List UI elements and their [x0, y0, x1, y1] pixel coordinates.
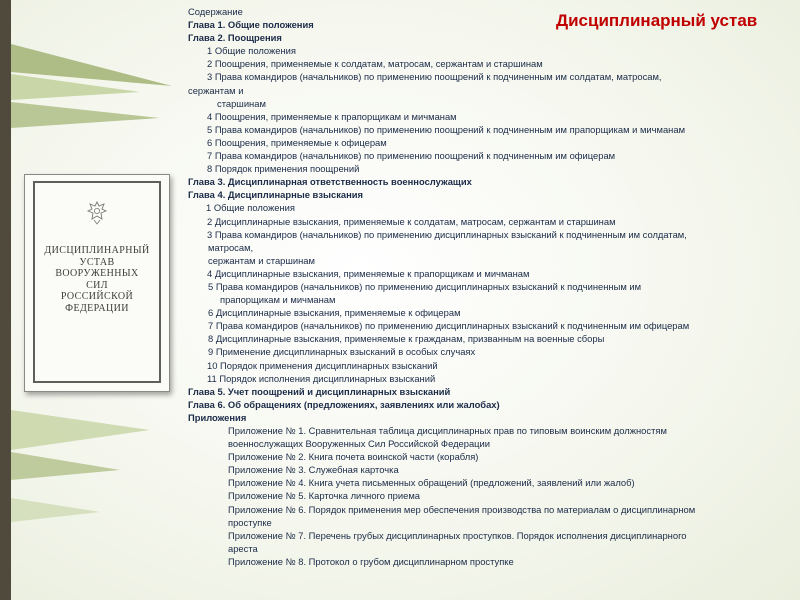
- toc-item: 7 Права командиров (начальников) по применению поощрений к подчиненным им офицерам: [207, 150, 616, 162]
- toc-item: 6 Поощрения, применяемые к офицерам: [207, 136, 387, 148]
- book-title-line: СИЛ: [86, 279, 108, 291]
- toc-chapter-2: Глава 2. Поощрения: [188, 32, 282, 44]
- toc-chapter-1: Глава 1. Общие положения: [188, 19, 314, 31]
- toc-item: 1 Общие положения: [206, 202, 295, 214]
- toc-appendix-item: военнослужащих Вооруженных Сил Российской Федерации: [228, 438, 491, 450]
- toc-item: 10 Порядок применения дисциплинарных взысканий: [207, 359, 438, 371]
- toc-appendix-item: Приложение № 3. Служебная карточка: [228, 464, 399, 476]
- toc-item: 8 Порядок применения поощрений: [207, 163, 360, 175]
- toc-appendices-heading: Приложения: [188, 411, 247, 423]
- book-title-line: ВООРУЖЕННЫХ: [55, 268, 139, 279]
- toc-appendix-item: проступке: [228, 516, 272, 528]
- toc-item: 1 Общие положения: [207, 45, 296, 57]
- toc-item: 4 Дисциплинарные взыскания, применяемые к прапорщикам и мичманам: [207, 267, 530, 279]
- toc-item: 2 Дисциплинарные взыскания, применяемые к солдатам, матросам, сержантам и старшинам: [207, 215, 616, 227]
- toc-appendix-item: Приложение № 1. Сравнительная таблица дисциплинарных прав по типовым воинским должностям: [228, 425, 667, 436]
- book-title-line: ФЕДЕРАЦИИ: [65, 302, 129, 314]
- toc-item: 9 Применение дисциплинарных взысканий в особых случаях: [208, 346, 476, 358]
- toc-item: 7 Права командиров (начальников) по применению дисциплинарных взысканий к подчиненным им офицерам: [208, 320, 690, 332]
- toc-chapter-4: Глава 4. Дисциплинарные взыскания: [188, 189, 363, 201]
- toc-appendix-item: ареста: [228, 542, 258, 554]
- toc-item: матросам,: [208, 241, 254, 253]
- book-title-line: УСТАВ: [79, 256, 115, 268]
- toc-appendix-item: Приложение № 7. Перечень грубых дисциплинарных проступков. Порядок исполнения дисциплинарного: [228, 529, 687, 541]
- toc-item: 3 Права командиров (начальников) по применению дисциплинарных взысканий к подчиненным им солдатам,: [207, 228, 687, 240]
- toc-item: 4 Поощрения, применяемые к прапорщикам и мичманам: [207, 110, 457, 122]
- toc-item: 2 Поощрения, применяемые к солдатам, матросам, сержантам и старшинам: [207, 58, 543, 70]
- toc-appendix-item: Приложение № 5. Карточка личного приема: [228, 490, 420, 502]
- toc-item: 8 Дисциплинарные взыскания, применяемые к гражданам, призванным на военные сборы: [208, 333, 605, 345]
- toc-heading: Содержание: [188, 6, 243, 17]
- regulation-book-cover: [24, 174, 170, 392]
- toc-item: 6 Дисциплинарные взыскания, применяемые к офицерам: [208, 307, 461, 319]
- book-title-line: РОССИЙСКОЙ: [60, 291, 134, 302]
- table-of-contents: [188, 5, 788, 568]
- toc-appendix-item: Приложение № 2. Книга почета воинской части (корабля): [228, 451, 479, 463]
- slide-title: Дисциплинарный устав: [556, 11, 758, 30]
- toc-chapter-5: Глава 5. Учет поощрений и дисциплинарных взысканий: [188, 385, 451, 397]
- coat-of-arms-icon: [86, 200, 108, 226]
- toc-item: прапорщикам и мичманам: [220, 294, 336, 306]
- toc-item: 11 Порядок исполнения дисциплинарных взысканий: [207, 372, 436, 384]
- book-title-line: ДИСЦИПЛИНАРНЫЙ: [44, 245, 150, 256]
- toc-appendix-item: Приложение № 4. Книга учета письменных обращений (предложений, заявлений или жалоб): [228, 477, 635, 489]
- toc-item: 5 Права командиров (начальников) по применению дисциплинарных взысканий к подчиненным им: [208, 280, 642, 292]
- toc-item: 3 Права командиров (начальников) по применению поощрений к подчиненным им солдатам, матросам,: [207, 71, 662, 83]
- book-cover-title: [35, 245, 159, 314]
- toc-item: сержантам и: [188, 84, 244, 96]
- toc-chapter-3: Глава 3. Дисциплинарная ответственность военнослужащих: [188, 176, 472, 188]
- toc-chapter-6: Глава 6. Об обращениях (предложениях, заявлениях или жалобах): [188, 398, 500, 410]
- toc-appendix-item: Приложение № 8. Протокол о грубом дисциплинарном проступке: [228, 555, 514, 567]
- toc-appendix-item: Приложение № 6. Порядок применения мер обеспечения производства по материалам о дисциплинарном: [228, 503, 696, 515]
- book-cover-frame: [33, 181, 161, 383]
- toc-item: старшинам: [217, 97, 266, 109]
- toc-item: сержантам и старшинам: [208, 254, 315, 266]
- toc-item: 5 Права командиров (начальников) по применению поощрений к подчиненным им прапорщикам и мичманам: [207, 123, 686, 135]
